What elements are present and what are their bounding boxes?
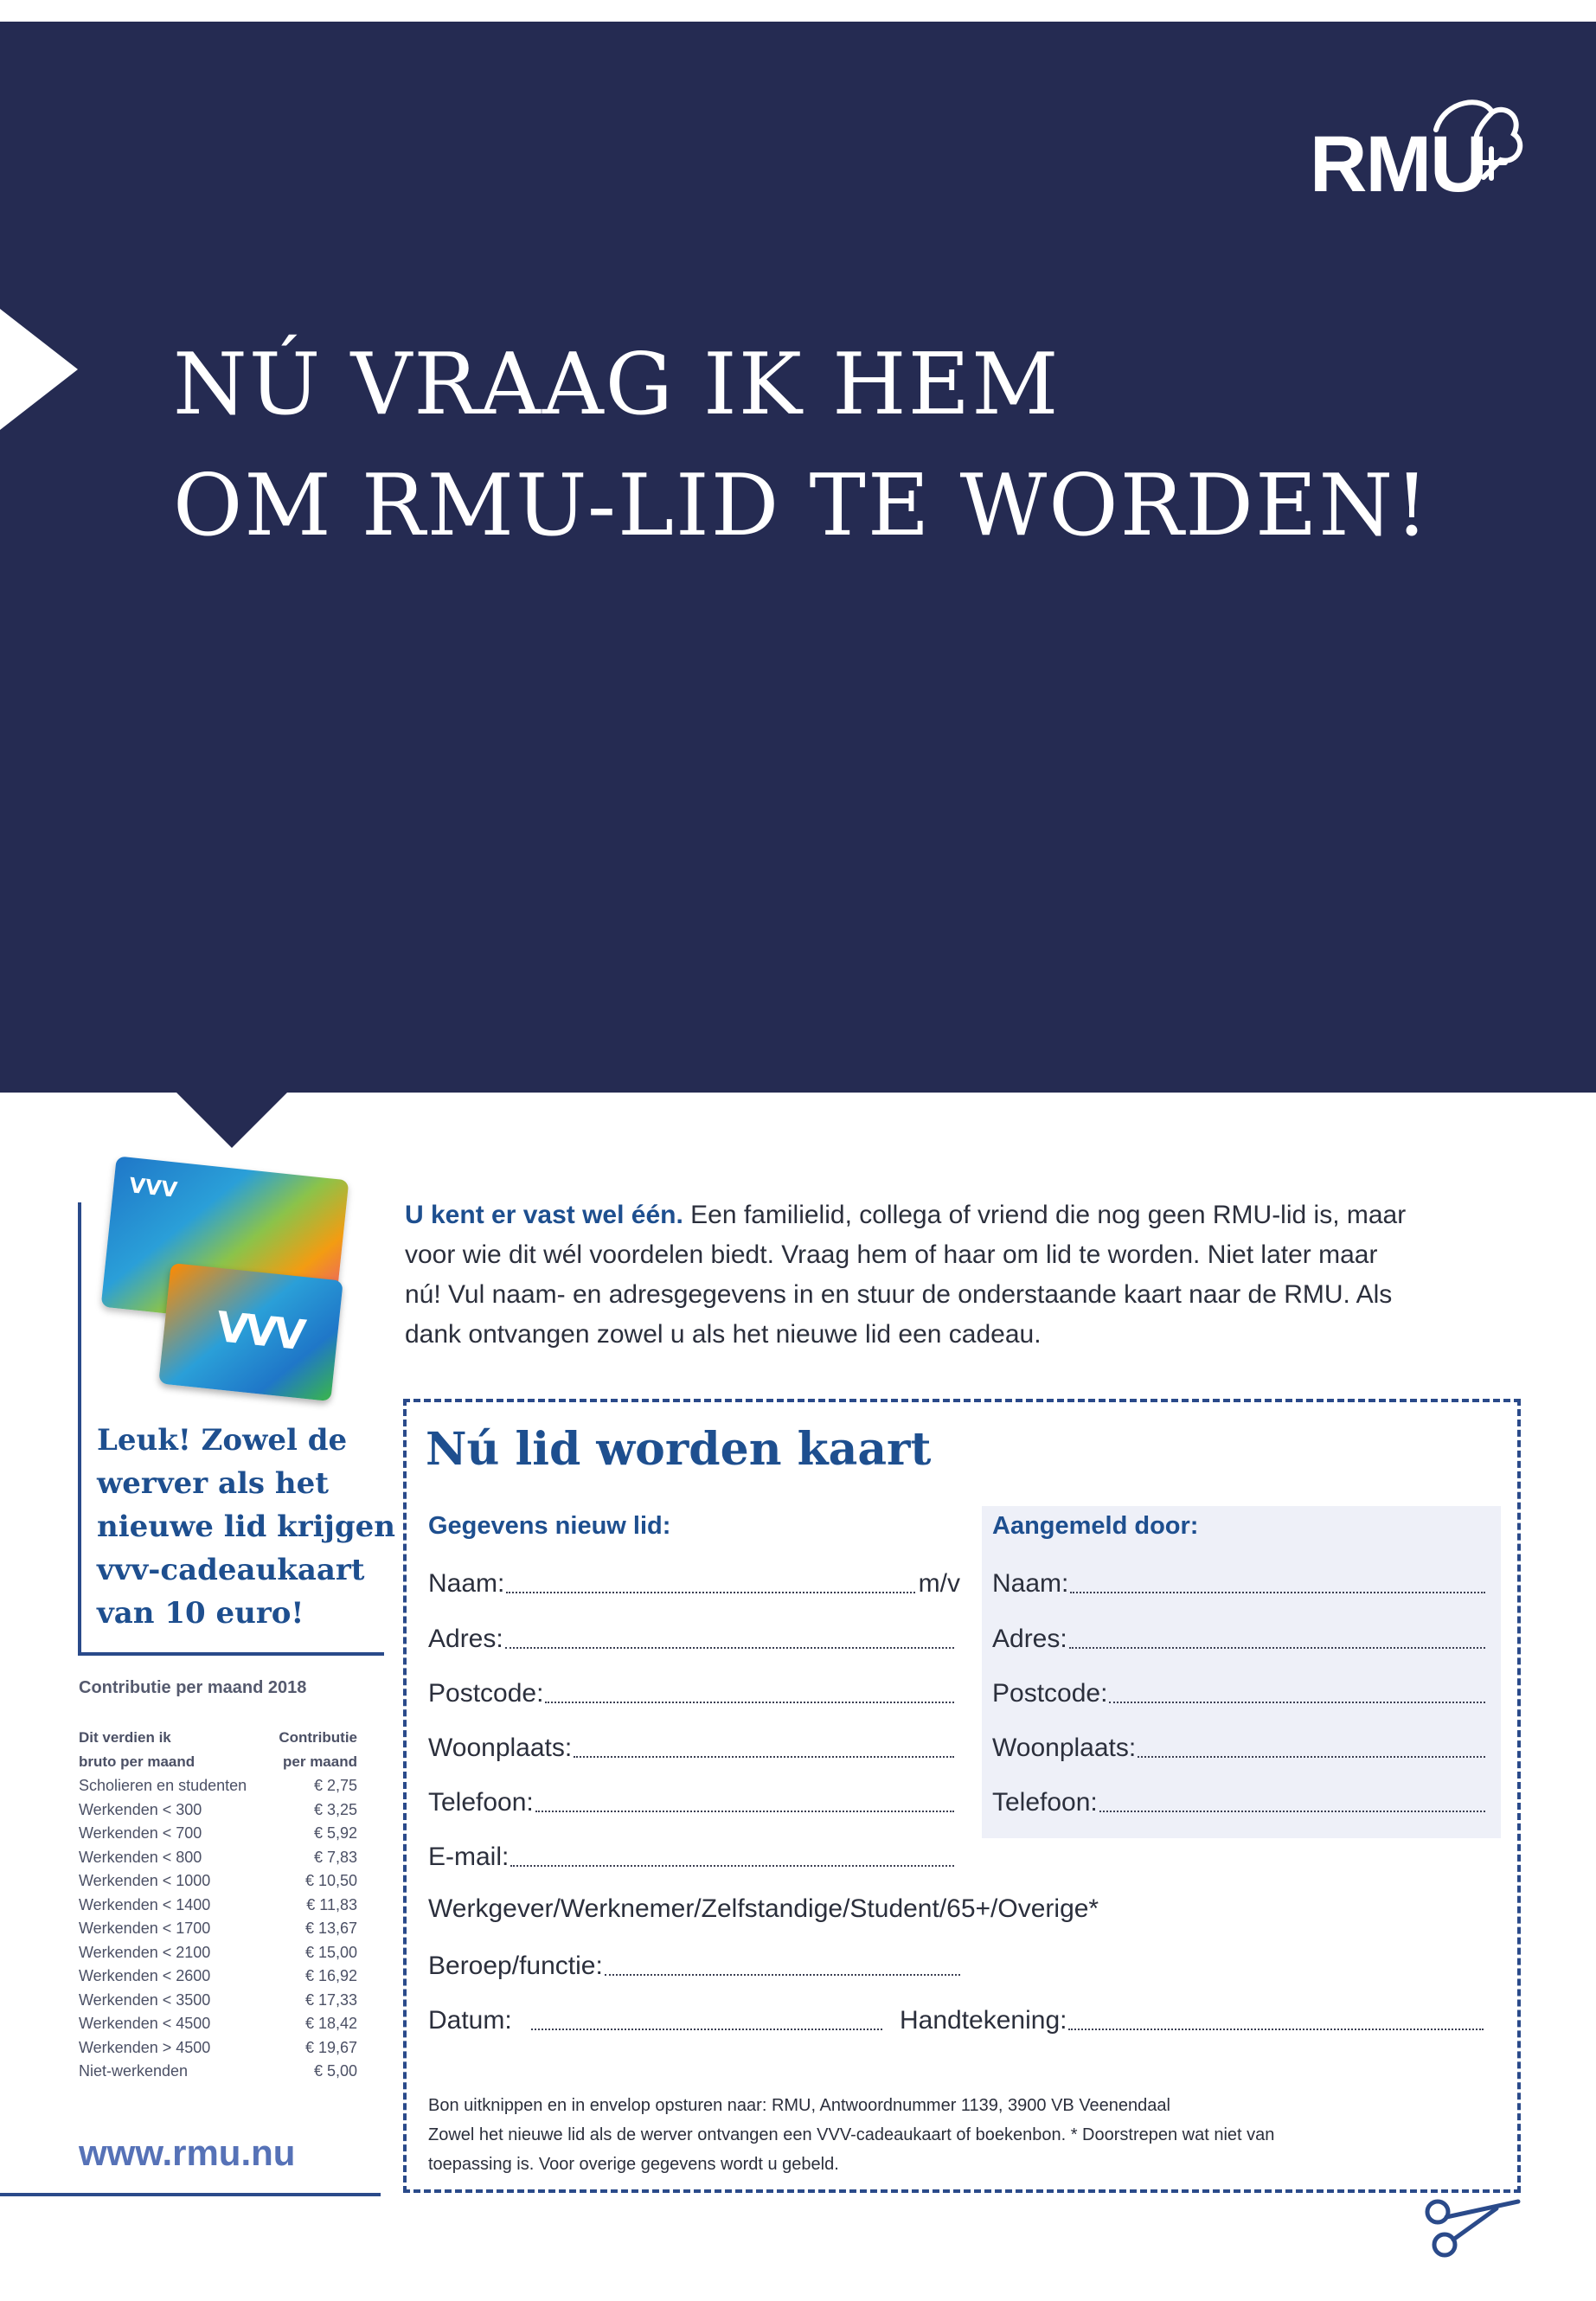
fee-table-header (79, 1726, 357, 1774)
fee-label: Werkenden < 800 (79, 1848, 202, 1866)
intro-lead: U kent er vast wel één. (405, 1201, 683, 1229)
fee-amount: € 13,67 (304, 1920, 357, 1937)
gift-line: nieuwe lid krijgen (97, 1509, 395, 1544)
field-label: Postcode: (428, 1679, 544, 1708)
fee-amount: € 15,00 (304, 1943, 357, 1961)
fee-header-income-line: Dit verdien ik (79, 1729, 171, 1746)
gift-line: Leuk! Zowel de (97, 1423, 348, 1458)
field-label: Naam: (992, 1569, 1069, 1598)
table-row (79, 1798, 357, 1823)
referrer-name-field[interactable] (992, 1564, 1485, 1599)
fill-line[interactable] (1068, 2029, 1484, 2030)
table-row (79, 2060, 357, 2084)
fee-label: Werkenden > 4500 (79, 2038, 211, 2056)
rmu-logo (1306, 95, 1531, 208)
new-member-city-field[interactable] (428, 1728, 954, 1763)
fee-amount: € 16,92 (304, 1967, 357, 1984)
divider (0, 2193, 381, 2196)
gift-line: van 10 euro! (97, 1596, 304, 1631)
fill-line[interactable] (1099, 1811, 1485, 1812)
referrer-address-field[interactable] (992, 1619, 1485, 1654)
form-title: Nú lid worden kaart (426, 1423, 932, 1476)
fee-amount: € 7,83 (313, 1848, 357, 1866)
fee-amount: € 19,67 (304, 2038, 357, 2056)
table-row (79, 1965, 357, 1989)
fee-label: Scholieren en studenten (79, 1777, 247, 1794)
table-row (79, 1846, 357, 1870)
intro-line: nú! Vul naam- en adresgegevens in en stuur de onderstaande kaart naar de RMU. Als (405, 1280, 1393, 1309)
gift-line: werver als het (97, 1466, 329, 1501)
gift-text (97, 1419, 395, 1635)
logo-text: RMU (1310, 120, 1486, 208)
new-member-name-field[interactable] (428, 1564, 960, 1599)
date-field[interactable] (428, 2001, 882, 2035)
table-row (79, 1941, 357, 1965)
table-row (79, 1894, 357, 1918)
employment-options[interactable]: Werkgever/Werknemer/Zelfstandige/Student/65+/Overige* (428, 1894, 1099, 1923)
fill-line[interactable] (545, 1702, 954, 1703)
card-front-text: VVV (214, 1302, 305, 1361)
field-label: E-mail: (428, 1843, 510, 1871)
new-member-email-field[interactable] (428, 1837, 954, 1872)
new-member-postcode-field[interactable] (428, 1674, 954, 1708)
headline-line-1: NÚ VRAAG IK HEM (173, 336, 1061, 434)
table-row (79, 1869, 357, 1894)
gift-card-image-front (158, 1263, 343, 1401)
fee-label: Werkenden < 300 (79, 1800, 202, 1818)
hero-notch (176, 1092, 288, 1148)
fee-label: Niet-werkenden (79, 2062, 189, 2080)
field-label: Telefoon: (428, 1788, 534, 1817)
fee-amount: € 5,00 (313, 2062, 357, 2080)
new-member-section-title: Gegevens nieuw lid: (428, 1512, 671, 1540)
fee-table (79, 1726, 357, 2084)
referrer-postcode-field[interactable] (992, 1674, 1485, 1708)
note-line: toepassing is. Voor overige gegevens wordt u gebeld. (428, 2155, 839, 2174)
fill-line[interactable] (510, 1865, 954, 1867)
field-label: Adres: (992, 1625, 1067, 1653)
gender-label: m/v (918, 1569, 960, 1598)
fill-line[interactable] (505, 1647, 954, 1649)
intro-line: dank ontvangen zowel u als het nieuwe lid een cadeau. (405, 1320, 1042, 1349)
fee-table-title: Contributie per maand 2018 (79, 1678, 307, 1697)
fee-header-contribution-line: per maand (283, 1753, 357, 1770)
fee-label: Werkenden < 4500 (79, 2015, 211, 2032)
fee-label: Werkenden < 1400 (79, 1895, 211, 1913)
fee-amount: € 5,92 (313, 1824, 357, 1842)
fee-amount: € 17,33 (304, 1990, 357, 2009)
fee-header-income-line: bruto per maand (79, 1753, 195, 1770)
fee-label: Werkenden < 1700 (79, 1920, 211, 1937)
fee-label: Werkenden < 1000 (79, 1872, 211, 1889)
gift-line: vvv-cadeaukaart (97, 1553, 365, 1587)
fill-line[interactable] (1138, 1756, 1485, 1758)
fill-line[interactable] (506, 1592, 914, 1593)
new-member-address-field[interactable] (428, 1619, 954, 1654)
fee-header-contribution (253, 1726, 357, 1774)
field-label: Postcode: (992, 1679, 1108, 1708)
fill-line[interactable] (1109, 1702, 1485, 1703)
fee-label: Werkenden < 700 (79, 1824, 202, 1842)
intro-paragraph (405, 1195, 1529, 1355)
table-row (79, 1822, 357, 1846)
fee-label: Werkenden < 2100 (79, 1943, 211, 1961)
field-label: Woonplaats: (992, 1734, 1137, 1762)
fee-amount: € 11,83 (306, 1895, 357, 1913)
field-label: Handtekening: (900, 2006, 1067, 2035)
fee-label: Werkenden < 2600 (79, 1967, 211, 1984)
fill-line[interactable] (574, 1756, 954, 1758)
table-row (79, 1989, 357, 2013)
fill-line[interactable] (1069, 1647, 1485, 1649)
website-link[interactable]: www.rmu.nu (79, 2132, 296, 2173)
fee-amount: € 18,42 (304, 2015, 357, 2032)
field-label: Datum: (428, 2006, 512, 2035)
table-row (79, 2012, 357, 2036)
fill-line[interactable] (535, 1811, 954, 1812)
table-row (79, 1774, 357, 1798)
form-note (428, 2091, 1274, 2179)
signature-field[interactable] (900, 2001, 1484, 2035)
arrow-marker-icon (0, 309, 78, 430)
referrer-city-field[interactable] (992, 1728, 1485, 1763)
table-row (79, 1917, 357, 1941)
field-label: Adres: (428, 1625, 503, 1653)
fee-amount: € 3,25 (313, 1800, 357, 1818)
occupation-field[interactable] (428, 1946, 960, 1981)
fill-line[interactable] (531, 2029, 882, 2030)
field-label: Telefoon: (992, 1788, 1098, 1817)
table-row (79, 2036, 357, 2061)
card-back-text: VVV (127, 1173, 179, 1202)
headline-line-2: OM RMU-LID TE WORDEN! (173, 457, 1431, 555)
fee-header-contribution-line: Contributie (279, 1729, 357, 1746)
field-label: Beroep/functie: (428, 1952, 603, 1980)
field-label: Naam: (428, 1569, 505, 1598)
fill-line[interactable] (1070, 1592, 1485, 1593)
fee-header-income (79, 1726, 252, 1774)
note-line: Zowel het nieuwe lid als de werver ontvangen een VVV-cadeaukaart of boekenbon. * Doorstrepen wat niet van (428, 2125, 1275, 2144)
intro-line: voor wie dit wél voordelen biedt. Vraag hem of haar om lid te worden. Niet later maar (405, 1240, 1378, 1269)
fill-line[interactable] (605, 1974, 960, 1976)
intro-line-rest: Een familielid, collega of vriend die nog geen RMU-lid is, maar (683, 1201, 1407, 1229)
scissors-icon (1419, 2193, 1522, 2262)
intro-line (405, 1195, 1529, 1235)
fee-label: Werkenden < 3500 (79, 1990, 211, 2009)
referrer-section-title: Aangemeld door: (992, 1512, 1199, 1540)
new-member-phone-field[interactable] (428, 1783, 954, 1817)
fee-amount: € 2,75 (313, 1777, 357, 1794)
headline (173, 324, 1431, 567)
field-label: Woonplaats: (428, 1734, 573, 1762)
referrer-phone-field[interactable] (992, 1783, 1485, 1817)
note-line: Bon uitknippen en in envelop opsturen naar: RMU, Antwoordnummer 1139, 3900 VB Veenendaal (428, 2096, 1170, 2115)
fee-amount: € 10,50 (304, 1872, 357, 1889)
